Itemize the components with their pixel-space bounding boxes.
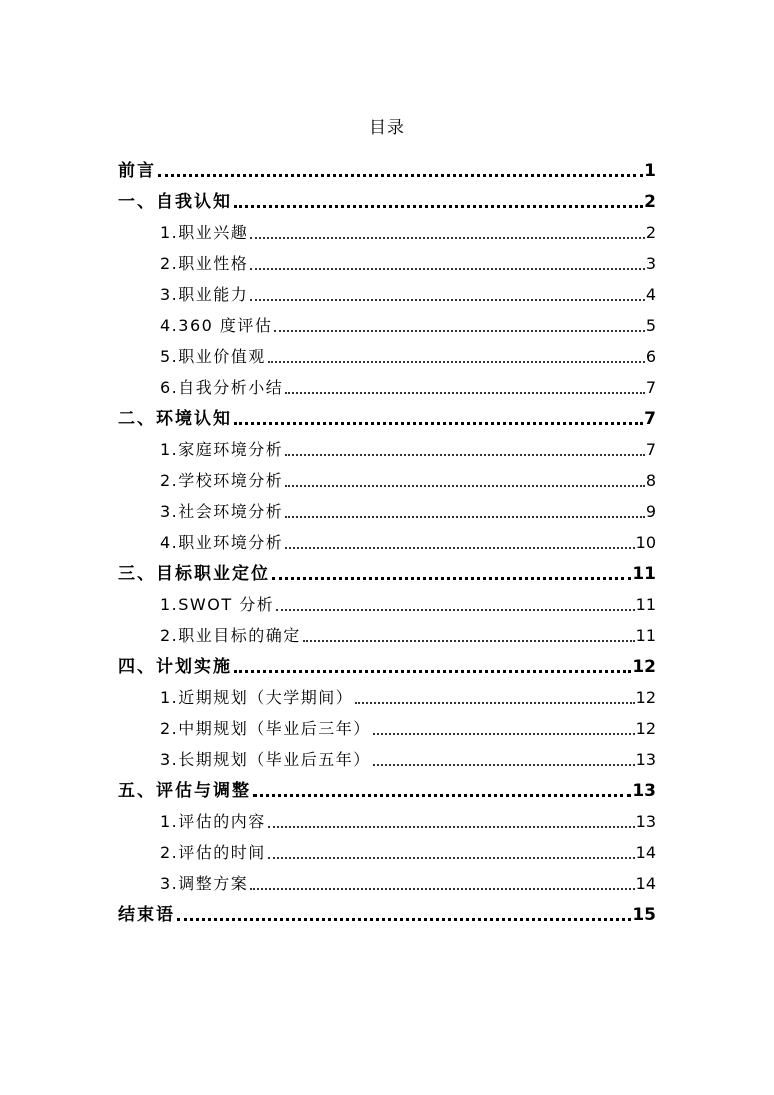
toc-page-number: 7 bbox=[645, 378, 656, 397]
toc-section-entry[interactable] bbox=[118, 431, 656, 462]
toc-page-number: 6 bbox=[645, 347, 656, 366]
toc-chapter-entry[interactable] bbox=[118, 555, 656, 586]
toc-dot-leader bbox=[285, 392, 645, 394]
toc-dot-leader bbox=[253, 794, 631, 797]
toc-page-number: 12 bbox=[635, 719, 656, 738]
toc-chapter-entry[interactable] bbox=[118, 183, 656, 214]
toc-title: 目录 bbox=[369, 118, 405, 138]
toc-page-number: 12 bbox=[635, 688, 656, 707]
toc-section-entry[interactable] bbox=[118, 369, 656, 400]
toc-dot-leader bbox=[285, 547, 634, 549]
toc-page-number: 11 bbox=[635, 626, 656, 645]
toc-dot-leader bbox=[250, 237, 645, 239]
toc-chapter-entry[interactable] bbox=[118, 152, 656, 183]
toc-entry-label: 6.自我分析小结 bbox=[160, 378, 284, 397]
toc-entry-label: 2.评估的时间 bbox=[160, 843, 266, 862]
toc-page-number: 14 bbox=[635, 843, 656, 862]
toc-entry-label: 2.学校环境分析 bbox=[160, 471, 284, 490]
toc-dot-leader bbox=[250, 299, 645, 301]
toc-section-entry[interactable] bbox=[118, 307, 656, 338]
toc-page-number: 4 bbox=[645, 285, 656, 304]
toc-dot-leader bbox=[250, 268, 645, 270]
toc-dot-leader bbox=[285, 454, 645, 456]
toc-page-number: 10 bbox=[635, 533, 656, 552]
toc-page-number: 3 bbox=[645, 254, 656, 273]
toc-section-entry[interactable] bbox=[118, 679, 656, 710]
toc-chapter-entry[interactable] bbox=[118, 896, 656, 927]
toc-section-entry[interactable] bbox=[118, 338, 656, 369]
toc-dot-leader bbox=[373, 764, 635, 766]
toc-page-number: 14 bbox=[635, 874, 656, 893]
toc-entry-label: 3.社会环境分析 bbox=[160, 502, 284, 521]
toc-section-entry[interactable] bbox=[118, 617, 656, 648]
toc-entry-label: 1.SWOT 分析 bbox=[160, 595, 275, 614]
toc-section-entry[interactable] bbox=[118, 803, 656, 834]
toc-dot-leader bbox=[276, 609, 634, 611]
toc-section-entry[interactable] bbox=[118, 741, 656, 772]
toc-page-number: 15 bbox=[632, 905, 656, 925]
toc-list bbox=[118, 152, 656, 927]
toc-page-number: 9 bbox=[645, 502, 656, 521]
toc-page-number: 1 bbox=[644, 161, 656, 181]
toc-page-number: 13 bbox=[632, 781, 656, 801]
toc-entry-label: 三、目标职业定位 bbox=[118, 564, 270, 584]
toc-page-number: 2 bbox=[645, 223, 656, 242]
toc-entry-label: 4.职业环境分析 bbox=[160, 533, 284, 552]
toc-section-entry[interactable] bbox=[118, 834, 656, 865]
toc-entry-label: 3.调整方案 bbox=[160, 874, 249, 893]
toc-page-number: 11 bbox=[632, 564, 656, 584]
toc-dot-leader bbox=[234, 205, 643, 208]
toc-page-number: 13 bbox=[635, 750, 656, 769]
toc-section-entry[interactable] bbox=[118, 276, 656, 307]
toc-entry-label: 四、计划实施 bbox=[118, 657, 232, 677]
toc-page-number: 7 bbox=[645, 440, 656, 459]
toc-section-entry[interactable] bbox=[118, 462, 656, 493]
toc-entry-label: 1.家庭环境分析 bbox=[160, 440, 284, 459]
toc-page-number: 5 bbox=[645, 316, 656, 335]
toc-dot-leader bbox=[373, 733, 635, 735]
toc-page-number: 2 bbox=[644, 192, 656, 212]
toc-section-entry[interactable] bbox=[118, 865, 656, 896]
toc-dot-leader bbox=[285, 516, 645, 518]
toc-dot-leader bbox=[234, 670, 631, 673]
toc-dot-leader bbox=[234, 422, 643, 425]
toc-section-entry[interactable] bbox=[118, 493, 656, 524]
toc-entry-label: 3.职业能力 bbox=[160, 285, 249, 304]
toc-entry-label: 二、环境认知 bbox=[118, 409, 232, 429]
toc-entry-label: 2.中期规划（毕业后三年） bbox=[160, 719, 371, 738]
toc-page-number: 13 bbox=[635, 812, 656, 831]
toc-entry-label: 一、自我认知 bbox=[118, 192, 232, 212]
toc-dot-leader bbox=[158, 174, 643, 177]
toc-entry-label: 1.职业兴趣 bbox=[160, 223, 249, 242]
toc-dot-leader bbox=[285, 485, 645, 487]
toc-chapter-entry[interactable] bbox=[118, 772, 656, 803]
toc-dot-leader bbox=[355, 702, 634, 704]
toc-page-number: 7 bbox=[644, 409, 656, 429]
toc-entry-label: 2.职业性格 bbox=[160, 254, 249, 273]
toc-entry-label: 前言 bbox=[118, 161, 156, 181]
toc-entry-label: 结束语 bbox=[118, 905, 175, 925]
toc-dot-leader bbox=[268, 361, 645, 363]
toc-page-number: 12 bbox=[632, 657, 656, 677]
toc-page-number: 11 bbox=[635, 595, 656, 614]
toc-entry-label: 五、评估与调整 bbox=[118, 781, 251, 801]
toc-page-number: 8 bbox=[645, 471, 656, 490]
toc-dot-leader bbox=[268, 857, 635, 859]
toc-section-entry[interactable] bbox=[118, 586, 656, 617]
toc-dot-leader bbox=[272, 577, 631, 580]
toc-dot-leader bbox=[177, 918, 631, 921]
toc-entry-label: 4.360 度评估 bbox=[160, 316, 273, 335]
toc-entry-label: 2.职业目标的确定 bbox=[160, 626, 301, 645]
toc-section-entry[interactable] bbox=[118, 524, 656, 555]
toc-section-entry[interactable] bbox=[118, 245, 656, 276]
toc-entry-label: 5.职业价值观 bbox=[160, 347, 266, 366]
toc-entry-label: 1.评估的内容 bbox=[160, 812, 266, 831]
toc-section-entry[interactable] bbox=[118, 710, 656, 741]
toc-section-entry[interactable] bbox=[118, 214, 656, 245]
toc-entry-label: 3.长期规划（毕业后五年） bbox=[160, 750, 371, 769]
toc-dot-leader bbox=[274, 330, 644, 332]
toc-dot-leader bbox=[268, 826, 635, 828]
toc-dot-leader bbox=[303, 640, 635, 642]
toc-chapter-entry[interactable] bbox=[118, 400, 656, 431]
toc-dot-leader bbox=[250, 888, 634, 890]
toc-entry-label: 1.近期规划（大学期间） bbox=[160, 688, 354, 707]
toc-chapter-entry[interactable] bbox=[118, 648, 656, 679]
